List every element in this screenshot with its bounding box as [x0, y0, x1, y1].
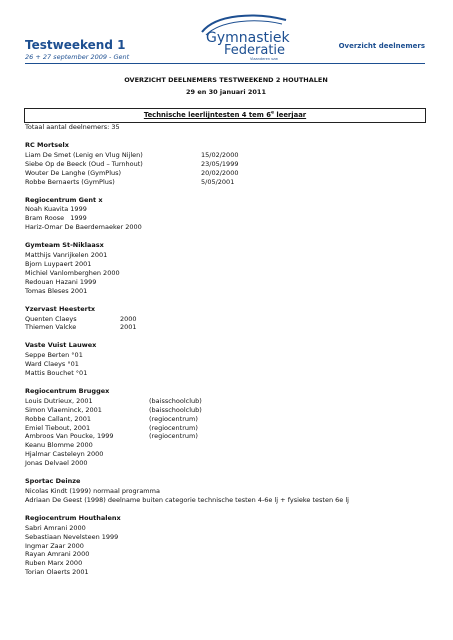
category-label: Technische leerlijntesten 4 tem 6e leerjaar — [143, 110, 307, 119]
participant-detail: (regiocentrum) — [149, 423, 198, 432]
document-date: 29 en 30 januari 2011 — [186, 88, 266, 96]
participant-name: Noah Kuavita 1999 — [25, 205, 87, 214]
participant-name: Louis Dutrieux, 2001 — [25, 396, 93, 405]
participant-row — [25, 151, 440, 160]
svg-text:Gymnastiek: Gymnastiek — [206, 30, 290, 46]
participant-row — [25, 459, 440, 468]
participant-row — [25, 369, 440, 378]
participant-name: Redouan Hazani 1999 — [25, 277, 97, 286]
participant-row — [25, 178, 440, 187]
participant-name: Tomas Bleses 2001 — [25, 286, 88, 295]
header-subtitle: 26 + 27 september 2009 - Gent — [25, 53, 130, 61]
gymnastiek-federatie-logo — [196, 12, 292, 62]
participant-row — [25, 533, 440, 542]
participant-row — [25, 260, 440, 269]
participant-row — [25, 315, 440, 324]
participant-name: Ward Claeys °01 — [25, 360, 79, 369]
participant-row — [25, 214, 440, 223]
participant-name: Bram Roose 1999 — [25, 214, 87, 223]
participant-row — [25, 397, 440, 406]
participant-detail: 23/05/1999 — [201, 159, 239, 168]
participant-name: Emiel Tiebout, 2001 — [25, 423, 91, 432]
svg-text:Federatie: Federatie — [224, 43, 286, 58]
participant-row — [25, 559, 440, 568]
participant-row — [25, 269, 440, 278]
participant-name: Ingmar Zaar 2000 — [25, 541, 84, 550]
category-box — [24, 108, 426, 123]
club-name: Regiocentrum Gent x — [25, 195, 103, 204]
club-name: Sportac Deinze — [25, 477, 81, 486]
participant-row — [25, 169, 440, 178]
participant-name: Matthijs Vanrijkelen 2001 — [25, 251, 108, 260]
participant-name: Mattis Bouchet °01 — [25, 369, 88, 378]
club-name: RC Mortselx — [25, 141, 69, 149]
club-name: Yzervast Heestertx — [25, 304, 96, 313]
club-name: Vaste Vuist Lauwex — [25, 341, 97, 350]
participant-row — [25, 450, 440, 459]
participant-detail: (regiocentrum) — [149, 432, 198, 441]
participant-row — [25, 568, 440, 577]
participant-name: Liam De Smet (Lenig en Vlug Nijlen) — [25, 150, 143, 159]
participant-row — [25, 487, 440, 496]
participant-name: Hjalmar Casteleyn 2000 — [25, 450, 104, 459]
participant-name: Torian Olaerts 2001 — [25, 568, 89, 577]
participant-name: Rayan Amrani 2000 — [25, 550, 90, 559]
header-divider — [25, 63, 425, 64]
participant-detail: 5/05/2001 — [201, 177, 235, 186]
participant-name: Seppe Berten °01 — [25, 351, 83, 360]
participant-name: Quenten Claeys — [25, 314, 77, 323]
club-list — [25, 141, 440, 577]
participant-name: Sebastiaan Nevelsteen 1999 — [25, 532, 119, 541]
participant-row — [25, 415, 440, 424]
club-name: Regiocentrum Bruggex — [25, 386, 110, 395]
participant-detail: 2001 — [120, 323, 137, 332]
participant-row — [25, 360, 440, 369]
participant-detail: (baisschoolclub) — [149, 405, 202, 414]
participant-name: Nicolas Kindt (1999) normaal programma — [25, 487, 160, 495]
participant-row — [25, 160, 440, 169]
participant-row — [25, 542, 440, 551]
participant-name: Adriaan De Geest (1998) deelname buiten categorie technische testen 4-6e lj + fysieke testen 6e lj — [25, 495, 349, 504]
participant-detail: (regiocentrum) — [149, 414, 198, 423]
participant-name: Siebe Op de Beeck (Oud – Turnhout) — [25, 159, 143, 168]
document-title: OVERZICHT DEELNEMERS TESTWEEKEND 2 HOUTHALEN — [124, 76, 328, 84]
participant-row — [25, 524, 440, 533]
participant-row — [25, 496, 440, 505]
participant-name: Robbe Callant, 2001 — [25, 414, 91, 423]
participant-row — [25, 251, 440, 260]
participant-name: Jonas Delvael 2000 — [25, 459, 88, 468]
participant-name: Robbe Bernaerts (GymPlus) — [25, 177, 115, 186]
header-section-label: Overzicht deelnemers — [338, 42, 425, 50]
participant-row — [25, 406, 440, 415]
participant-name: Thiemen Valcke — [25, 323, 77, 332]
participant-detail: 2000 — [120, 314, 137, 323]
participant-row — [25, 550, 440, 559]
participant-detail: (baisschoolclub) — [149, 396, 202, 405]
participant-row — [25, 441, 440, 450]
club-name: Regiocentrum Houthalenx — [25, 513, 121, 522]
header-title: Testweekend 1 — [25, 38, 126, 52]
participant-name: Michiel Vanlomberghen 2000 — [25, 268, 120, 277]
participant-name: Bjorn Luypaert 2001 — [25, 259, 92, 268]
total-participants: Totaal aantal deelnemers: 35 — [25, 123, 120, 131]
participant-name: Ambroos Van Poucke, 1999 — [25, 432, 114, 441]
participant-row — [25, 223, 440, 232]
participant-detail: 20/02/2000 — [201, 168, 239, 177]
participant-row — [25, 424, 440, 433]
participant-row — [25, 287, 440, 296]
participant-name: Sabri Amrani 2000 — [25, 523, 86, 532]
participant-row — [25, 205, 440, 214]
participant-name: Hariz-Omar De Baerdemaeker 2000 — [25, 223, 142, 232]
participant-name: Keanu Blomme 2000 — [25, 441, 93, 450]
participant-name: Simon Vlaeminck, 2001 — [25, 405, 102, 414]
participant-detail: 15/02/2000 — [201, 150, 239, 159]
participant-row — [25, 323, 440, 332]
svg-text:Vlaanderen vzw: Vlaanderen vzw — [250, 57, 278, 61]
club-name: Gymteam St-Niklaasx — [25, 241, 104, 250]
participant-name: Ruben Marx 2000 — [25, 559, 83, 568]
participant-name: Wouter De Langhe (GymPlus) — [25, 168, 122, 177]
participant-row — [25, 432, 440, 441]
participant-row — [25, 278, 440, 287]
participant-row — [25, 351, 440, 360]
